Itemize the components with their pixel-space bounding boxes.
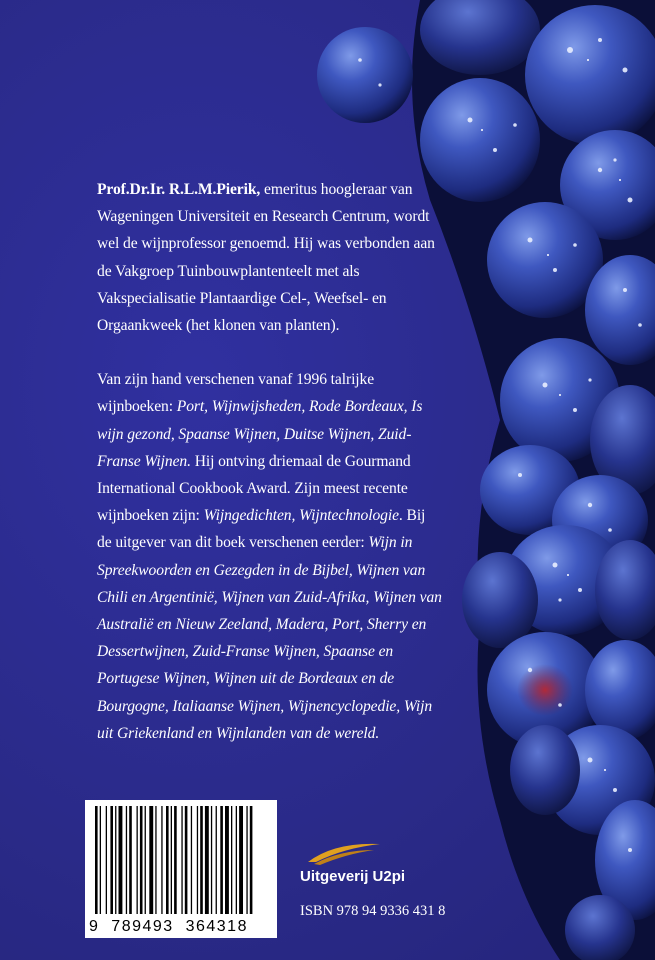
back-cover-text xyxy=(97,176,442,747)
author-bio xyxy=(97,176,442,339)
book-titles-publisher: Wijn in Spreekwoorden en Gezegden in de Bijbel, Wijnen van Chili en Argentinië, Wijnen van Zuid-Afrika, Wijnen van Australië en Nieuw Zeeland, Madera, Port, Sherry en Dessertwijnen, Zuid-Franse Wijnen, Spaanse en Portugese Wijnen, Wijnen uit de Bordeaux en de Bourgogne, Italiaanse Wijnen, Wijnencyclopedie, Wijn uit Griekenland en Wijnlanden van de wereld. xyxy=(97,534,442,742)
barcode-number: 9 789493 364318 xyxy=(89,918,248,935)
award-text: Hij ontving driemaal de Gourmand International Cookbook Award. Zijn meest recente wijnboeken zijn: xyxy=(97,452,411,525)
publisher-books-intro: . Bij de uitgever van dit boek verschenen eerder: xyxy=(97,507,426,552)
book-titles-early: Port, Wijnwijsheden, Rode Bordeaux, Is wijn gezond, Spaanse Wijnen, Duitse Wijnen, Zuid-Franse Wijnen. xyxy=(97,398,423,470)
isbn-text: ISBN 978 94 9336 431 8 xyxy=(300,903,446,919)
books-intro: Van zijn hand verschenen vanaf 1996 talrijke wijnboeken: xyxy=(97,371,375,416)
books-paragraph xyxy=(97,366,442,747)
barcode-bars xyxy=(85,800,277,918)
book-titles-recent: Wijngedichten, Wijntechnologie xyxy=(203,507,399,525)
publisher-logo-icon xyxy=(304,840,384,866)
publisher-block xyxy=(300,840,460,885)
author-name: Prof.Dr.Ir. R.L.M.Pierik, xyxy=(97,181,261,198)
author-bio-text: emeritus hoogleraar van Wageningen Universiteit en Research Centrum, wordt wel de wijnprofessor genoemd. Hij was verbonden aan de Vakgroep Tuinbouwplantenteelt met als Vakspecialisatie Plantaardige Cel-, Weefsel- en Orgaankweek (het klonen van planten). xyxy=(97,181,435,335)
barcode xyxy=(85,800,277,938)
publisher-name: Uitgeverij U2pi xyxy=(300,868,406,885)
